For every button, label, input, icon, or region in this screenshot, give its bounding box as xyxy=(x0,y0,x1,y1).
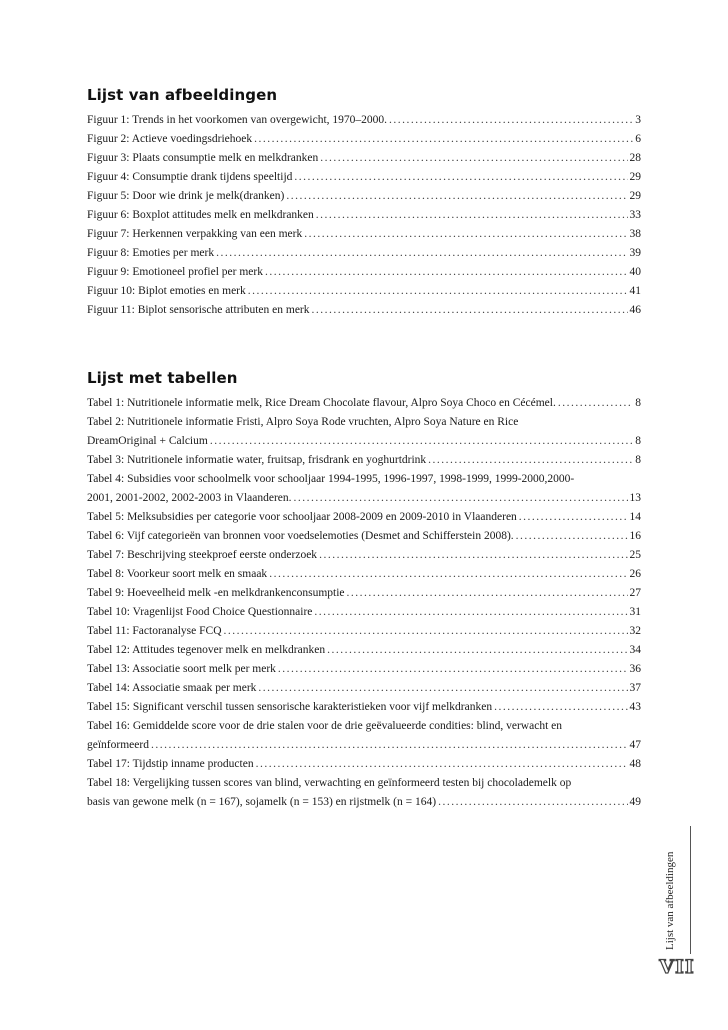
dot-leader xyxy=(312,301,628,320)
running-header-text: Lijst van afbeeldingen xyxy=(664,851,676,950)
toc-entry[interactable] xyxy=(87,282,641,301)
toc-page-number: 46 xyxy=(629,304,641,316)
running-header xyxy=(660,830,692,950)
toc-entry-title: Figuur 7: Herkennen verpakking van een merk xyxy=(87,228,303,240)
toc-entry[interactable] xyxy=(87,413,641,451)
toc-entry-title: Tabel 8: Voorkeur soort melk en smaak xyxy=(87,568,268,580)
dot-leader xyxy=(278,660,628,679)
dot-leader xyxy=(216,244,627,263)
dot-leader xyxy=(254,130,633,149)
toc-entry[interactable] xyxy=(87,206,641,225)
toc-page-number: 31 xyxy=(629,606,641,618)
toc-entry-title: Tabel 13: Associatie soort melk per merk xyxy=(87,663,276,675)
toc-entry[interactable] xyxy=(87,470,641,508)
toc-entry-title: Tabel 15: Significant verschil tussen sensorische karakteristieken voor vijf melkdranken xyxy=(87,701,493,713)
toc-entry-title: Tabel 17: Tijdstip inname producten xyxy=(87,758,254,770)
dot-leader xyxy=(428,451,633,470)
toc-page-number: 43 xyxy=(629,701,641,713)
toc-entry[interactable] xyxy=(87,187,641,206)
dot-leader xyxy=(151,736,628,755)
dot-leader xyxy=(519,508,628,527)
toc-page-number: 26 xyxy=(629,568,641,580)
toc-entry-title: Tabel 1: Nutritionele informatie melk, Rice Dream Chocolate flavour, Alpro Soya Choco en Cécémel. xyxy=(87,397,556,409)
toc-entry[interactable] xyxy=(87,149,641,168)
toc-page-number: 47 xyxy=(629,739,641,751)
tables-list xyxy=(87,394,641,812)
toc-entry[interactable] xyxy=(87,698,641,717)
toc-entry-title: Tabel 11: Factoranalyse FCQ xyxy=(87,625,222,637)
toc-page-number: 29 xyxy=(629,171,641,183)
dot-leader xyxy=(224,622,628,641)
toc-entry-title: Tabel 3: Nutritionele informatie water, fruitsap, frisdrank en yoghurtdrink xyxy=(87,454,427,466)
toc-page-number: 38 xyxy=(629,228,641,240)
toc-entry-title: Figuur 10: Biplot emoties en merk xyxy=(87,285,246,297)
toc-page-number: 29 xyxy=(629,190,641,202)
toc-entry-title: Tabel 2: Nutritionele informatie Fristi, Alpro Soya Rode vruchten, Alpro Soya Nature en Rice xyxy=(87,416,519,428)
toc-entry-title: Figuur 2: Actieve voedingsdriehoek xyxy=(87,133,253,145)
toc-entry[interactable] xyxy=(87,394,641,413)
toc-page-number: 25 xyxy=(629,549,641,561)
toc-entry[interactable] xyxy=(87,660,641,679)
dot-leader xyxy=(389,111,633,130)
toc-page-number: 6 xyxy=(635,133,641,145)
toc-entry-title: Figuur 11: Biplot sensorische attributen en merk xyxy=(87,304,310,316)
toc-entry[interactable] xyxy=(87,111,641,130)
toc-entry-title: Tabel 6: Vijf categorieën van bronnen voor voedselemoties (Desmet and Schifferstein 2008). xyxy=(87,530,514,542)
toc-entry-title: Figuur 8: Emoties per merk xyxy=(87,247,215,259)
toc-entry[interactable] xyxy=(87,546,641,565)
toc-entry-title: Tabel 14: Associatie smaak per merk xyxy=(87,682,257,694)
toc-entry[interactable] xyxy=(87,584,641,603)
toc-entry[interactable] xyxy=(87,622,641,641)
toc-page-number: 8 xyxy=(635,454,641,466)
dot-leader xyxy=(258,679,627,698)
toc-entry-title: Tabel 10: Vragenlijst Food Choice Questionnaire xyxy=(87,606,313,618)
toc-entry-title: Figuur 6: Boxplot attitudes melk en melkdranken xyxy=(87,209,314,221)
dot-leader xyxy=(438,793,627,812)
toc-entry[interactable] xyxy=(87,130,641,149)
dot-leader xyxy=(256,755,628,774)
dot-leader xyxy=(494,698,627,717)
toc-page-number: 32 xyxy=(629,625,641,637)
dot-leader xyxy=(316,206,628,225)
toc-page-number: 49 xyxy=(629,796,641,808)
toc-page-number: 27 xyxy=(629,587,641,599)
toc-entry-title: Tabel 5: Melksubsidies per categorie voor schooljaar 2008-2009 en 2009-2010 in Vlaanderen xyxy=(87,511,517,523)
tables-heading: Lijst met tabellen xyxy=(87,369,238,387)
toc-page-number: 37 xyxy=(629,682,641,694)
toc-entry-title: Tabel 9: Hoeveelheid melk -en melkdrankenconsumptie xyxy=(87,587,345,599)
toc-entry-title: Figuur 9: Emotioneel profiel per merk xyxy=(87,266,263,278)
toc-page-number: 40 xyxy=(629,266,641,278)
toc-entry-title: Figuur 4: Consumptie drank tijdens speeltijd xyxy=(87,171,293,183)
toc-entry[interactable] xyxy=(87,225,641,244)
toc-page-number: 16 xyxy=(629,530,641,542)
dot-leader xyxy=(314,603,627,622)
toc-entry-title: Tabel 12: Attitudes tegenover melk en melkdranken xyxy=(87,644,326,656)
toc-entry-title-cont: basis van gewone melk (n = 167), sojamelk (n = 153) en rijstmelk (n = 164) xyxy=(87,796,437,808)
toc-page-number: 3 xyxy=(635,114,641,126)
toc-page-number: 48 xyxy=(629,758,641,770)
toc-page-number: 28 xyxy=(629,152,641,164)
dot-leader xyxy=(286,187,627,206)
toc-page-number: 8 xyxy=(635,435,641,447)
toc-entry[interactable] xyxy=(87,527,641,546)
toc-entry[interactable] xyxy=(87,244,641,263)
dot-leader xyxy=(319,546,627,565)
toc-entry[interactable] xyxy=(87,451,641,470)
toc-page-number: 33 xyxy=(629,209,641,221)
toc-entry[interactable] xyxy=(87,717,641,755)
toc-entry[interactable] xyxy=(87,301,641,320)
dot-leader xyxy=(294,168,627,187)
dot-leader xyxy=(516,527,628,546)
dot-leader xyxy=(558,394,633,413)
dot-leader xyxy=(248,282,628,301)
dot-leader xyxy=(265,263,628,282)
figures-list xyxy=(87,111,641,320)
toc-entry-title: Tabel 18: Vergelijking tussen scores van blind, verwachting en geïnformeerd testen bij chocolademelk op xyxy=(87,777,572,789)
toc-entry[interactable] xyxy=(87,508,641,527)
figures-heading: Lijst van afbeeldingen xyxy=(87,86,278,104)
list-of-tables xyxy=(87,369,641,812)
toc-page-number: 8 xyxy=(635,397,641,409)
dot-leader xyxy=(304,225,627,244)
toc-entry[interactable] xyxy=(87,603,641,622)
dot-leader xyxy=(269,565,627,584)
toc-page-number: 41 xyxy=(629,285,641,297)
dot-leader xyxy=(320,149,627,168)
dot-leader xyxy=(327,641,627,660)
dot-leader xyxy=(210,432,633,451)
toc-entry-title-cont: 2001, 2001-2002, 2002-2003 in Vlaanderen. xyxy=(87,492,292,504)
toc-page-number: 36 xyxy=(629,663,641,675)
toc-entry-title-cont: geïnformeerd xyxy=(87,739,149,751)
toc-entry-title: Figuur 1: Trends in het voorkomen van overgewicht, 1970–2000. xyxy=(87,114,388,126)
toc-entry[interactable] xyxy=(87,641,641,660)
dot-leader xyxy=(294,489,628,508)
toc-page-number: 13 xyxy=(629,492,641,504)
list-of-figures xyxy=(87,86,641,320)
toc-entry[interactable] xyxy=(87,679,641,698)
toc-entry-title: Figuur 3: Plaats consumptie melk en melkdranken xyxy=(87,152,319,164)
toc-entry-title-cont: DreamOriginal + Calcium xyxy=(87,435,208,447)
toc-page-number: 34 xyxy=(629,644,641,656)
toc-entry[interactable] xyxy=(87,263,641,282)
page-number: VII xyxy=(659,956,695,978)
toc-entry[interactable] xyxy=(87,168,641,187)
toc-page-number: 39 xyxy=(629,247,641,259)
toc-entry-title: Tabel 7: Beschrijving steekproef eerste onderzoek xyxy=(87,549,318,561)
toc-entry-title: Tabel 16: Gemiddelde score voor de drie stalen voor de drie geëvalueerde condities: blind, verwacht en xyxy=(87,720,562,732)
toc-entry[interactable] xyxy=(87,755,641,774)
toc-entry[interactable] xyxy=(87,565,641,584)
toc-page-number: 14 xyxy=(629,511,641,523)
running-header-rule xyxy=(690,826,691,954)
toc-entry[interactable] xyxy=(87,774,641,812)
toc-entry-title: Figuur 5: Door wie drink je melk(dranken) xyxy=(87,190,285,202)
toc-entry-title: Tabel 4: Subsidies voor schoolmelk voor schooljaar 1994-1995, 1996-1997, 1998-1999, 1999-2000,2000- xyxy=(87,473,575,485)
dot-leader xyxy=(347,584,628,603)
